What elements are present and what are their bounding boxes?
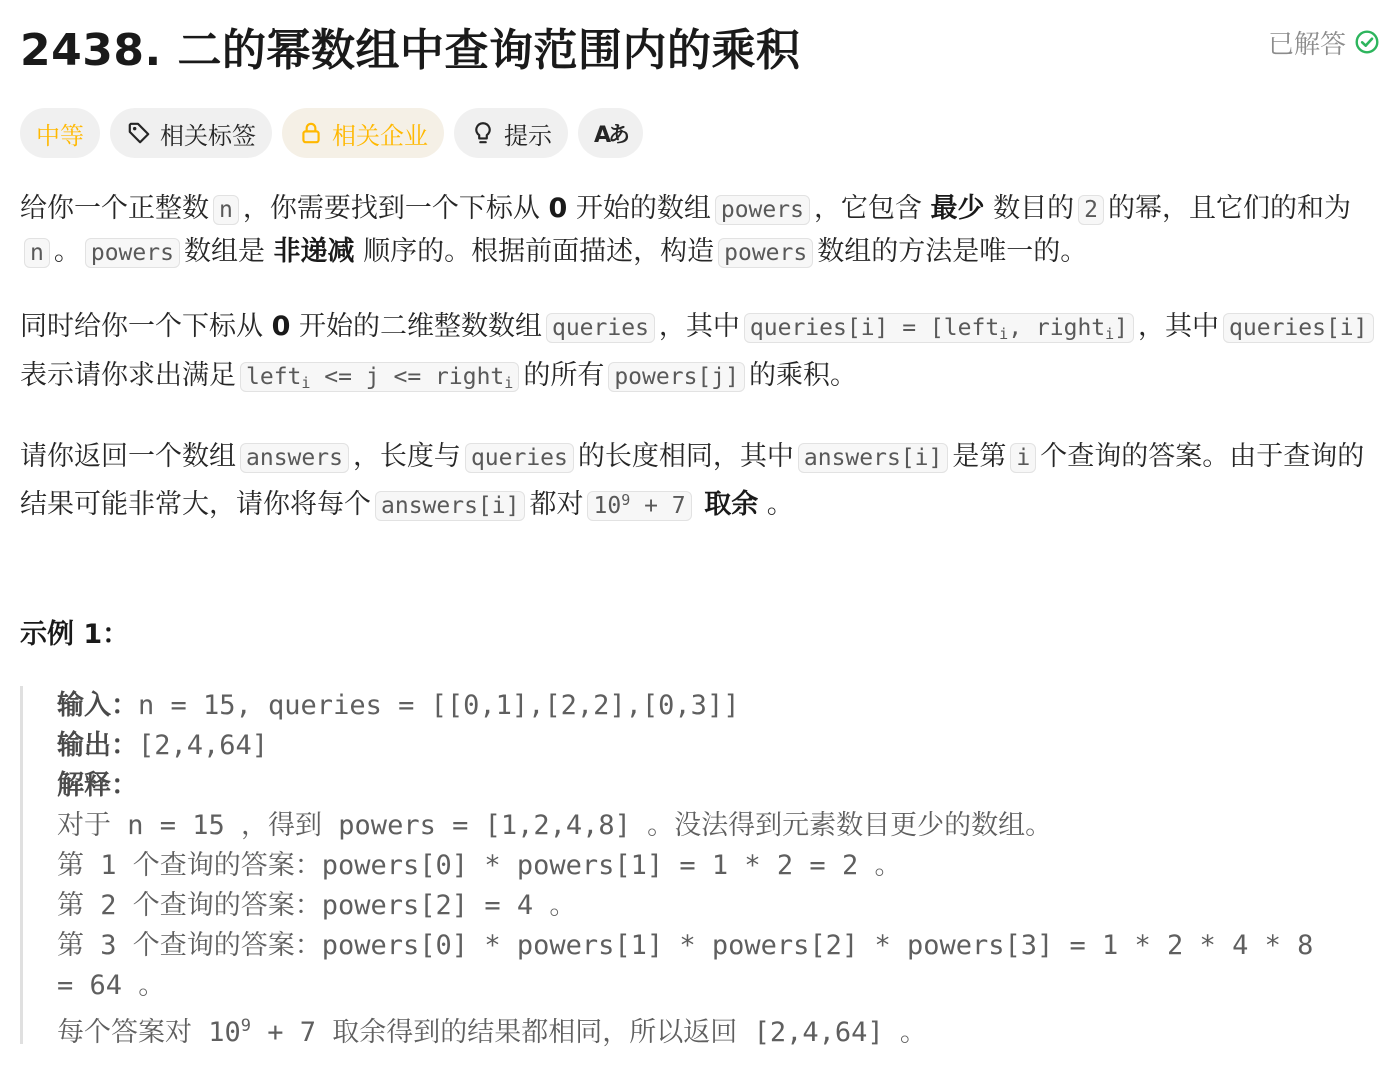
hint-button[interactable] — [454, 108, 568, 158]
text: 的幂，且它们的和为 — [1107, 193, 1351, 224]
subscript: i — [301, 374, 311, 392]
topics-tag-button[interactable] — [110, 108, 272, 158]
text: 。 — [766, 489, 794, 520]
bold-text: 取余 — [704, 489, 759, 520]
text: + 7 取余得到的结果都相同，所以返回 [2,4,64] 。 — [251, 1017, 927, 1048]
output-label: 输出： — [57, 730, 138, 761]
description-paragraph-3 — [20, 436, 1384, 527]
translate-icon: Aあ — [594, 122, 628, 148]
description-paragraph-2 — [20, 306, 1384, 404]
code-part: , right — [1008, 315, 1106, 341]
explain-line: 第 1 个查询的答案：powers[0] * powers[1] = 1 * 2 = 2 。 — [57, 850, 902, 881]
companies-tag-label: 相关企业 — [332, 121, 428, 150]
text: 顺序的。根据前面描述，构造 — [363, 236, 715, 267]
code-part: 10 — [593, 493, 622, 519]
text: 的所有 — [523, 360, 605, 391]
hint-label: 提示 — [504, 121, 552, 150]
input-label: 输入： — [57, 690, 138, 721]
text: 。 — [53, 236, 81, 267]
text: 给你一个正整数 — [20, 193, 209, 224]
text: 数组是 — [183, 236, 265, 267]
superscript: 9 — [240, 1016, 252, 1036]
bold-text: 0 — [548, 193, 568, 224]
subscript: i — [504, 374, 514, 392]
text: 的乘积。 — [748, 360, 857, 391]
lock-icon — [298, 120, 324, 146]
difficulty-badge — [20, 108, 100, 158]
example-block — [20, 686, 1372, 1048]
inline-code: answers[i] — [375, 491, 525, 521]
inline-code: queries — [546, 313, 655, 343]
check-circle-icon — [1354, 29, 1380, 55]
tag-icon — [126, 120, 152, 146]
description-paragraph-1 — [20, 188, 1384, 274]
text: 是第 — [952, 441, 1007, 472]
topics-tag-label: 相关标签 — [160, 121, 256, 150]
inline-code — [744, 313, 1134, 343]
subscript: i — [999, 325, 1009, 343]
lightbulb-icon — [470, 120, 496, 146]
example-explain-line — [57, 766, 1372, 806]
inline-code: queries[i] — [1223, 313, 1373, 343]
text: 开始的数组 — [575, 193, 711, 224]
inline-code: queries — [465, 443, 574, 473]
text: 开始的二维整数数组 — [298, 311, 542, 342]
text: 的长度相同，其中 — [577, 441, 794, 472]
text: 个查询的答案。由于查询的结果可能非常大，请你将每个 — [20, 441, 1365, 520]
inline-code: n — [213, 195, 239, 225]
inline-code: answers[i] — [798, 443, 948, 473]
translate-button[interactable] — [578, 108, 643, 158]
example-output-line — [57, 726, 1372, 766]
code-part: <= j <= right — [310, 364, 505, 390]
explain-line: 对于 n = 15 ，得到 powers = [1,2,4,8] 。没法得到元素数目更少的数组。 — [57, 810, 1053, 841]
text: 数目的 — [993, 193, 1075, 224]
text: ，其中 — [1138, 311, 1220, 342]
title-row — [20, 16, 1380, 76]
inline-code — [587, 491, 691, 521]
problem-title[interactable]: 2438. 二的幂数组中查询范围内的乘积 — [20, 25, 801, 76]
text: ，它包含 — [813, 193, 922, 224]
text: 都对 — [529, 489, 584, 520]
inline-code: 2 — [1078, 195, 1104, 225]
inline-code: powers — [718, 238, 813, 268]
superscript: 9 — [621, 491, 631, 509]
solved-label: 已解答 — [1267, 29, 1346, 60]
text: 每个答案对 10 — [57, 1017, 241, 1048]
tag-bar — [20, 108, 643, 158]
bold-text: 0 — [271, 311, 291, 342]
inline-code: answers — [240, 443, 349, 473]
companies-tag-button[interactable] — [282, 108, 444, 158]
difficulty-label: 中等 — [36, 121, 84, 150]
subscript: i — [1105, 325, 1115, 343]
bold-text: 最少 — [930, 193, 985, 224]
inline-code: powers — [715, 195, 810, 225]
explain-line: = 64 。 — [57, 970, 166, 1001]
solved-status — [1268, 24, 1380, 61]
text: 数组的方法是唯一的。 — [817, 236, 1088, 267]
text: 表示请你求出满足 — [20, 360, 236, 391]
text: 同时给你一个下标从 — [20, 311, 263, 342]
example-input-line — [57, 686, 1372, 726]
text: ，其中 — [658, 311, 740, 342]
explain-line: 第 2 个查询的答案：powers[2] = 4 。 — [57, 890, 577, 921]
output-value: [2,4,64] — [138, 730, 269, 761]
inline-code: powers[j] — [608, 362, 745, 392]
explain-line: 第 3 个查询的答案：powers[0] * powers[1] * powers[2] * powers[3] = 1 * 2 * 4 * 8 — [57, 930, 1314, 961]
bold-text: 非递减 — [273, 236, 355, 267]
text: ，长度与 — [352, 441, 461, 472]
explain-label: 解释： — [57, 770, 138, 801]
code-part: left — [246, 364, 302, 390]
inline-code — [240, 362, 519, 392]
text: ，你需要找到一个下标从 — [242, 193, 540, 224]
inline-code: i — [1010, 443, 1036, 473]
problem-description — [20, 188, 1384, 559]
explain-line-last — [57, 1006, 1372, 1046]
example-title: 示例 1： — [20, 619, 130, 650]
inline-code: powers — [85, 238, 180, 268]
code-part: + 7 — [630, 493, 686, 519]
input-value: n = 15, queries = [[0,1],[2,2],[0,3]] — [138, 690, 740, 721]
code-part: ] — [1114, 315, 1129, 341]
text: 请你返回一个数组 — [20, 441, 236, 472]
inline-code: n — [24, 238, 50, 268]
code-part: queries[i] = [left — [749, 315, 1000, 341]
